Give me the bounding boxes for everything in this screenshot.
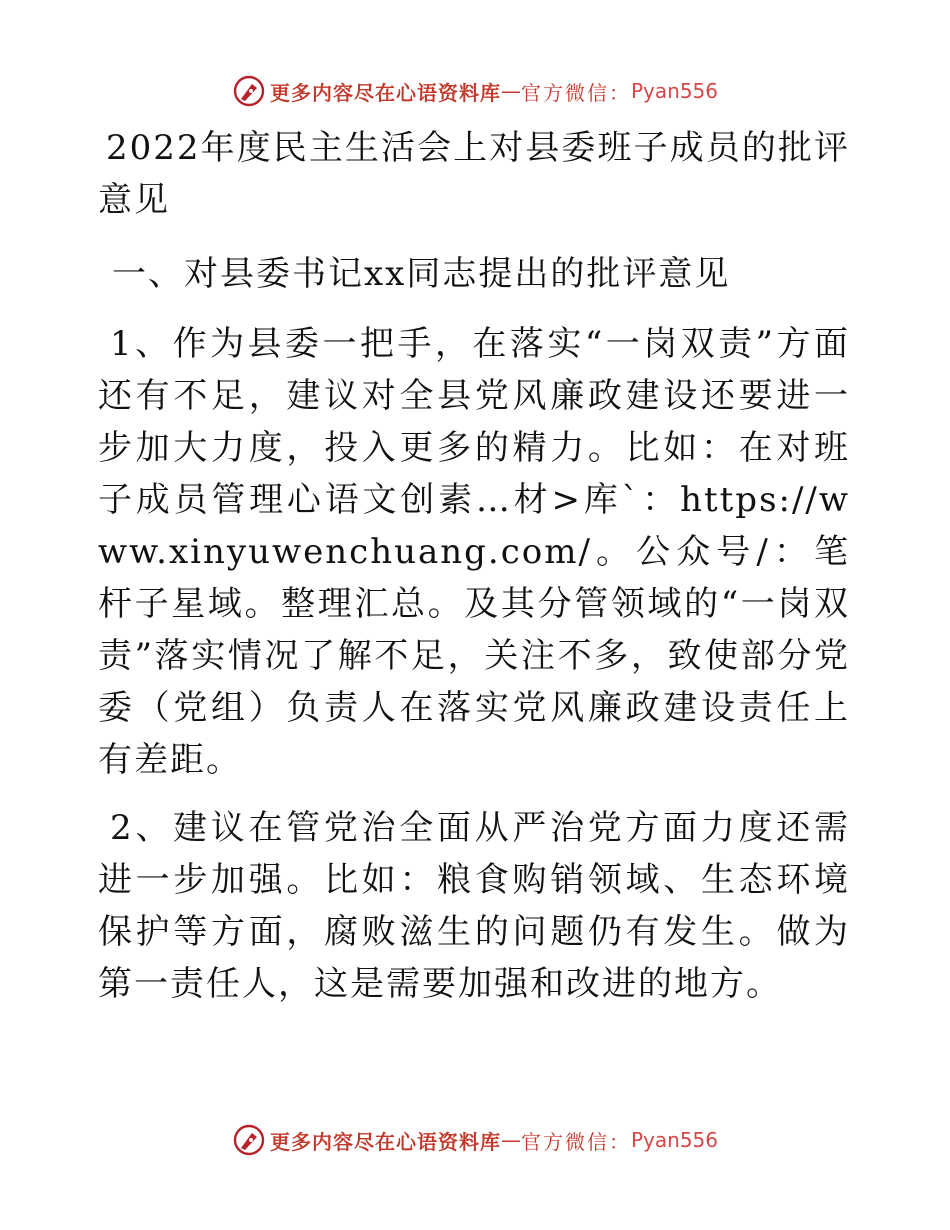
paragraph-2: 2、建议在管党治全面从严治党方面力度还需进一步加强。比如：粮食购销领域、生态环境保护等方面，腐败滋生的问题仍有发生。做为第一责任人，这是需要加强和改进的地方。 — [98, 808, 850, 1004]
section-heading: 一、对县委书记xx同志提出的批评意见 — [112, 254, 731, 294]
banner-main-text: 更多内容尽在心语资料库 — [269, 80, 501, 105]
paragraph-1: 1、作为县委一把手，在落实“一岗双责”方面还有不足，建议对全县党风廉政建设还要进一步加大力度，投入更多的精力。比如：在对班子成员管理心语文创素…材>库`：https://www.xinyuwenchuang.com/。公众号/：笔杆子星域。整理汇总。及其分管领域的“一岗双责”落实情况了解不足，关注不多，致使部分党委（党组）负责人在落实党风廉政建设责任上有差距。 — [98, 324, 850, 780]
banner-wechat-label: 官方微信： — [520, 80, 631, 105]
footer-watermark-banner — [0, 1120, 950, 1160]
banner-wechat-id: Pyan556 — [630, 79, 718, 103]
banner-wechat-label: 官方微信： — [520, 1129, 631, 1154]
document-title: 2022年度民主生活会上对县委班子成员的批评意见 — [98, 128, 850, 220]
banner-separator: — — [500, 79, 521, 103]
document-body — [98, 122, 850, 1026]
pen-nib-logo-icon — [232, 74, 266, 108]
banner-wechat-id: Pyan556 — [630, 1128, 718, 1152]
header-watermark-banner — [0, 71, 950, 111]
pen-nib-logo-icon — [232, 1123, 266, 1157]
banner-main-text: 更多内容尽在心语资料库 — [269, 1129, 501, 1154]
banner-separator: — — [500, 1128, 521, 1152]
